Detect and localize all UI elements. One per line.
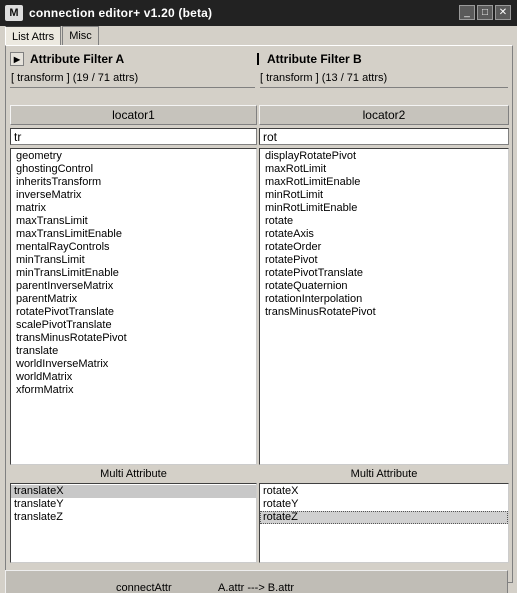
multi-attribute-label-a: Multi Attribute	[100, 468, 167, 480]
multi-attribute-list-a[interactable]	[10, 483, 257, 563]
header-separator	[257, 53, 259, 65]
attribute-list-item[interactable]: rotateAxis	[265, 228, 314, 240]
multi-attribute-item[interactable]: translateY	[14, 498, 64, 510]
title-bar[interactable]	[0, 0, 517, 26]
window-client	[2, 26, 515, 591]
attribute-list-item[interactable]: rotate	[265, 215, 294, 227]
maximize-button[interactable]: □	[477, 5, 493, 20]
attribute-list-item[interactable]: worldMatrix	[16, 371, 73, 383]
window-title: connection editor+ v1.20 (beta)	[29, 6, 213, 20]
multi-attribute-item[interactable]: rotateX	[263, 485, 299, 497]
filter-b-title: Attribute Filter B	[267, 52, 362, 66]
multi-attribute-item[interactable]: rotateY	[263, 498, 299, 510]
filter-a-count: [ transform ] (19 / 71 attrs)	[11, 72, 139, 84]
attribute-list-item[interactable]: geometry	[16, 150, 62, 162]
attribute-list-item[interactable]: transMinusRotatePivot	[265, 306, 376, 318]
attribute-list-item[interactable]: parentMatrix	[16, 293, 78, 305]
attribute-list-a[interactable]	[10, 148, 257, 465]
maya-logo-icon: M	[5, 5, 23, 21]
attribute-list-item[interactable]: xformMatrix	[16, 384, 74, 396]
attribute-list-item[interactable]: inverseMatrix	[16, 189, 82, 201]
filter-b-count: [ transform ] (13 / 71 attrs)	[260, 72, 388, 84]
multi-attribute-item[interactable]: translateX	[11, 485, 256, 498]
attribute-list-item[interactable]: transMinusRotatePivot	[16, 332, 127, 344]
filter-a-input[interactable]	[10, 128, 257, 145]
minimize-button[interactable]: _	[459, 5, 475, 20]
attribute-list-item[interactable]: displayRotatePivot	[265, 150, 357, 162]
attribute-list-item[interactable]: mentalRayControls	[16, 241, 110, 253]
multi-attribute-list-b[interactable]	[259, 483, 509, 563]
attribute-list-item[interactable]: inheritsTransform	[16, 176, 102, 188]
attribute-list-item[interactable]: translate	[16, 345, 59, 357]
triangle-right-icon[interactable]: ▶	[10, 52, 24, 66]
attribute-list-b[interactable]	[259, 148, 509, 465]
connect-attr-button[interactable]	[5, 570, 508, 593]
tab-bar	[5, 26, 100, 46]
tab-misc[interactable]: Misc	[62, 26, 99, 45]
multi-attribute-item[interactable]: rotateZ	[260, 511, 508, 524]
tab-list-attrs[interactable]: List Attrs	[5, 26, 61, 46]
multi-attribute-label-b: Multi Attribute	[350, 468, 418, 480]
filter-a-header	[10, 50, 124, 68]
attribute-list-item[interactable]: scalePivotTranslate	[16, 319, 112, 331]
attribute-list-item[interactable]: ghostingControl	[16, 163, 94, 175]
attribute-list-item[interactable]: maxRotLimit	[265, 163, 327, 175]
attribute-list-item[interactable]: rotatePivot	[265, 254, 318, 266]
multi-attribute-item[interactable]: translateZ	[14, 511, 63, 523]
filter-b-input[interactable]	[259, 128, 509, 145]
attribute-list-item[interactable]: rotatePivotTranslate	[265, 267, 364, 279]
attribute-list-item[interactable]: minTransLimitEnable	[16, 267, 119, 279]
list-attrs-panel	[5, 45, 513, 583]
attribute-list-item[interactable]: minTransLimit	[16, 254, 85, 266]
close-button[interactable]: ✕	[495, 5, 511, 20]
filter-b-header	[257, 50, 362, 68]
attribute-list-item[interactable]: matrix	[16, 202, 46, 214]
attribute-list-item[interactable]: maxRotLimitEnable	[265, 176, 361, 188]
attribute-list-item[interactable]: maxTransLimit	[16, 215, 88, 227]
attribute-list-item[interactable]: worldInverseMatrix	[16, 358, 109, 370]
attribute-list-item[interactable]: rotationInterpolation	[265, 293, 363, 305]
node-a-button[interactable]: locator1	[10, 105, 257, 125]
divider-b	[260, 87, 508, 88]
filter-a-title: Attribute Filter A	[30, 52, 125, 66]
window-controls	[459, 5, 511, 20]
attribute-list-item[interactable]: rotateOrder	[265, 241, 322, 253]
attribute-list-item[interactable]: maxTransLimitEnable	[16, 228, 122, 240]
node-b-button[interactable]: locator2	[259, 105, 509, 125]
connect-direction-hint: A.attr ---> B.attr	[218, 582, 295, 593]
connect-attr-label: connectAttr	[116, 582, 172, 593]
attribute-list-item[interactable]: minRotLimit	[265, 189, 324, 201]
divider-a	[10, 87, 255, 88]
attribute-list-item[interactable]: minRotLimitEnable	[265, 202, 358, 214]
attribute-list-item[interactable]: rotateQuaternion	[265, 280, 348, 292]
attribute-list-item[interactable]: parentInverseMatrix	[16, 280, 114, 292]
attribute-list-item[interactable]: rotatePivotTranslate	[16, 306, 115, 318]
